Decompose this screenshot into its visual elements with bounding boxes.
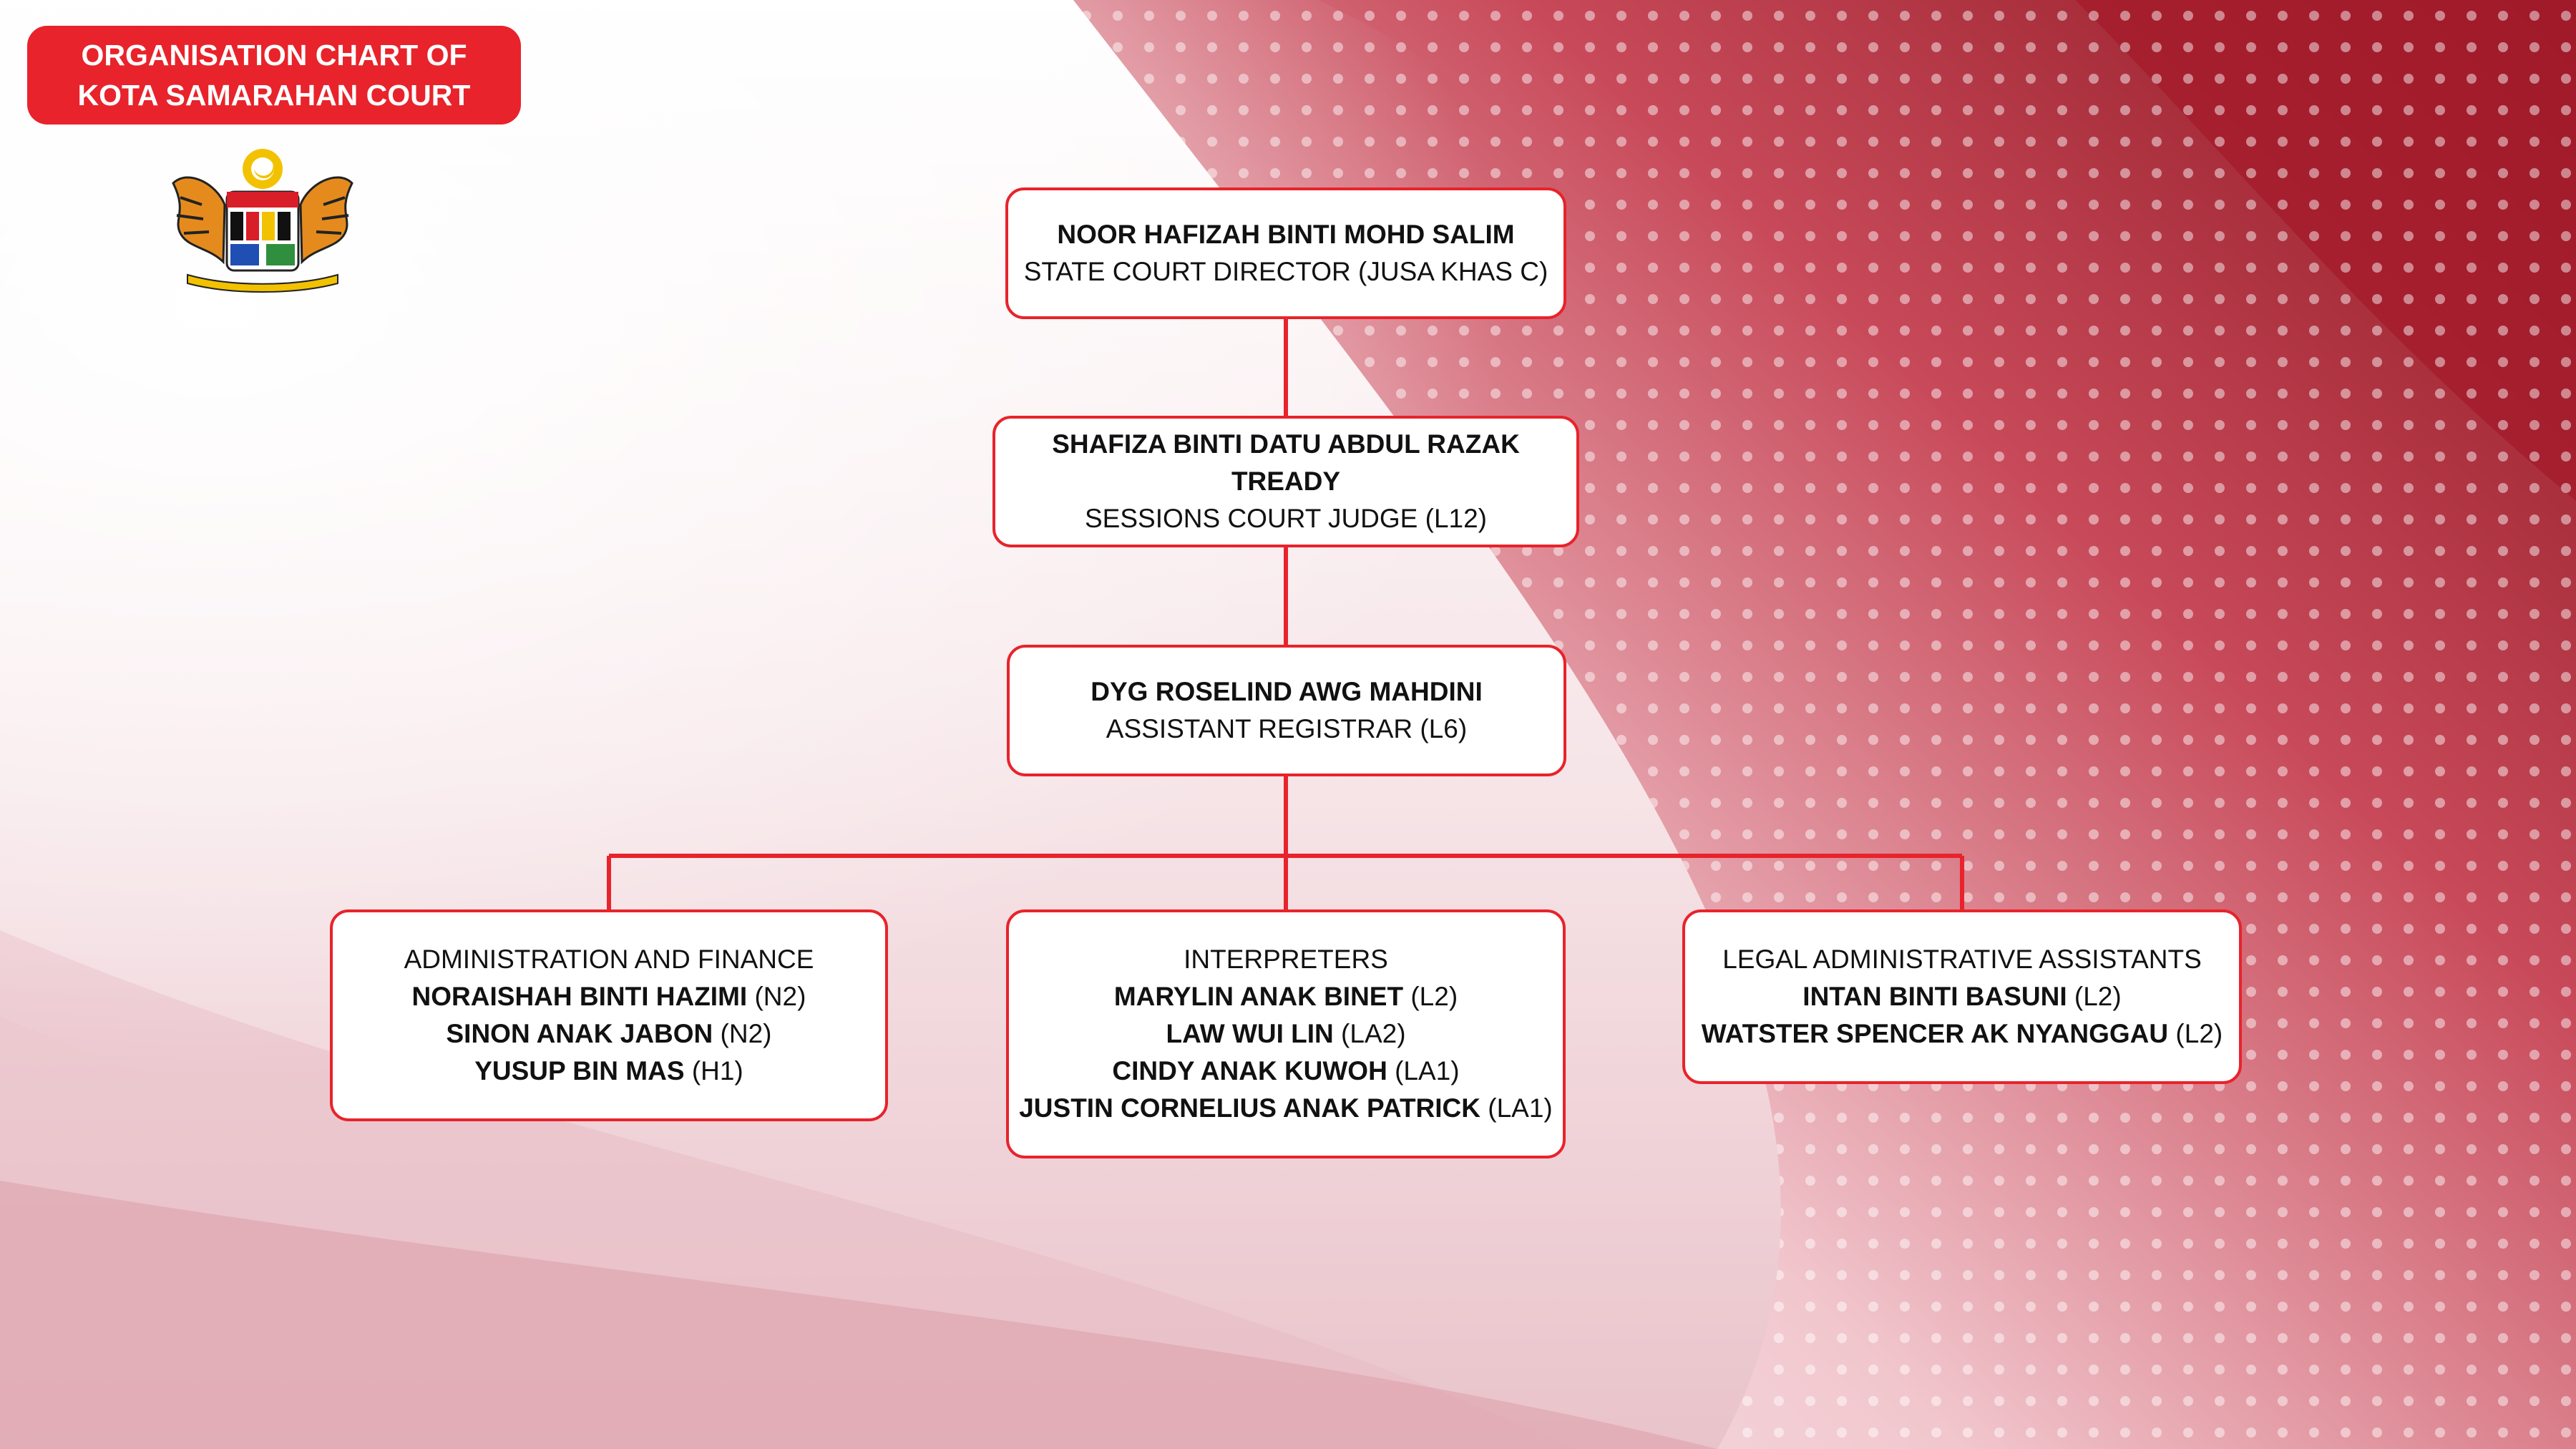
member-grade: (H1)	[691, 1056, 743, 1085]
member-name: LAW WUI LIN	[1166, 1019, 1334, 1048]
member-grade: (L2)	[2175, 1019, 2223, 1048]
unit-heading: ADMINISTRATION AND FINANCE	[404, 945, 814, 974]
member-grade: (N2)	[754, 982, 806, 1011]
member-name: CINDY ANAK KUWOH	[1112, 1056, 1387, 1085]
member-grade: (L2)	[2074, 982, 2122, 1011]
member-name: JUSTIN CORNELIUS ANAK PATRICK	[1019, 1093, 1480, 1123]
admin-finance-box	[330, 909, 888, 1121]
member-line	[412, 978, 806, 1015]
member-line	[1702, 1015, 2223, 1053]
registrar-role: ASSISTANT REGISTRAR (L6)	[1106, 714, 1468, 743]
chart-title-line1: ORGANISATION CHART OF	[81, 39, 467, 72]
member-grade: (LA1)	[1395, 1056, 1460, 1085]
member-grade: (N2)	[720, 1019, 772, 1048]
member-name: NORAISHAH BINTI HAZIMI	[411, 982, 748, 1011]
registrar-name: DYG ROSELIND AWG MAHDINI	[1091, 677, 1483, 706]
member-line	[1114, 978, 1458, 1015]
member-grade: (LA1)	[1488, 1093, 1553, 1123]
unit-heading: INTERPRETERS	[1184, 945, 1388, 974]
judge-role: SESSIONS COURT JUDGE (L12)	[1085, 504, 1487, 533]
chart-title-line2: KOTA SAMARAHAN COURT	[77, 79, 471, 112]
member-name: YUSUP BIN MAS	[474, 1056, 685, 1085]
member-line	[1802, 978, 2121, 1015]
member-line	[1019, 1090, 1553, 1127]
member-name: WATSTER SPENCER AK NYANGGAU	[1701, 1019, 2169, 1048]
member-line	[1112, 1053, 1459, 1090]
registrar-box	[1007, 645, 1566, 776]
unit-heading: LEGAL ADMINISTRATIVE ASSISTANTS	[1722, 945, 2202, 974]
director-box	[1005, 187, 1566, 319]
member-grade: (LA2)	[1341, 1019, 1406, 1048]
director-role: STATE COURT DIRECTOR (JUSA KHAS C)	[1023, 257, 1548, 286]
legal-assistants-box	[1682, 909, 2242, 1084]
judge-box	[992, 416, 1579, 547]
director-name: NOOR HAFIZAH BINTI MOHD SALIM	[1057, 220, 1515, 249]
member-line	[474, 1053, 743, 1090]
member-name: SINON ANAK JABON	[446, 1019, 713, 1048]
member-line	[447, 1015, 772, 1053]
member-grade: (L2)	[1410, 982, 1458, 1011]
judge-name: SHAFIZA BINTI DATU ABDUL RAZAK TREADY	[1052, 429, 1520, 496]
member-line	[1166, 1015, 1405, 1053]
interpreters-box	[1006, 909, 1566, 1158]
member-name: MARYLIN ANAK BINET	[1113, 982, 1404, 1011]
member-name: INTAN BINTI BASUNI	[1802, 982, 2067, 1011]
